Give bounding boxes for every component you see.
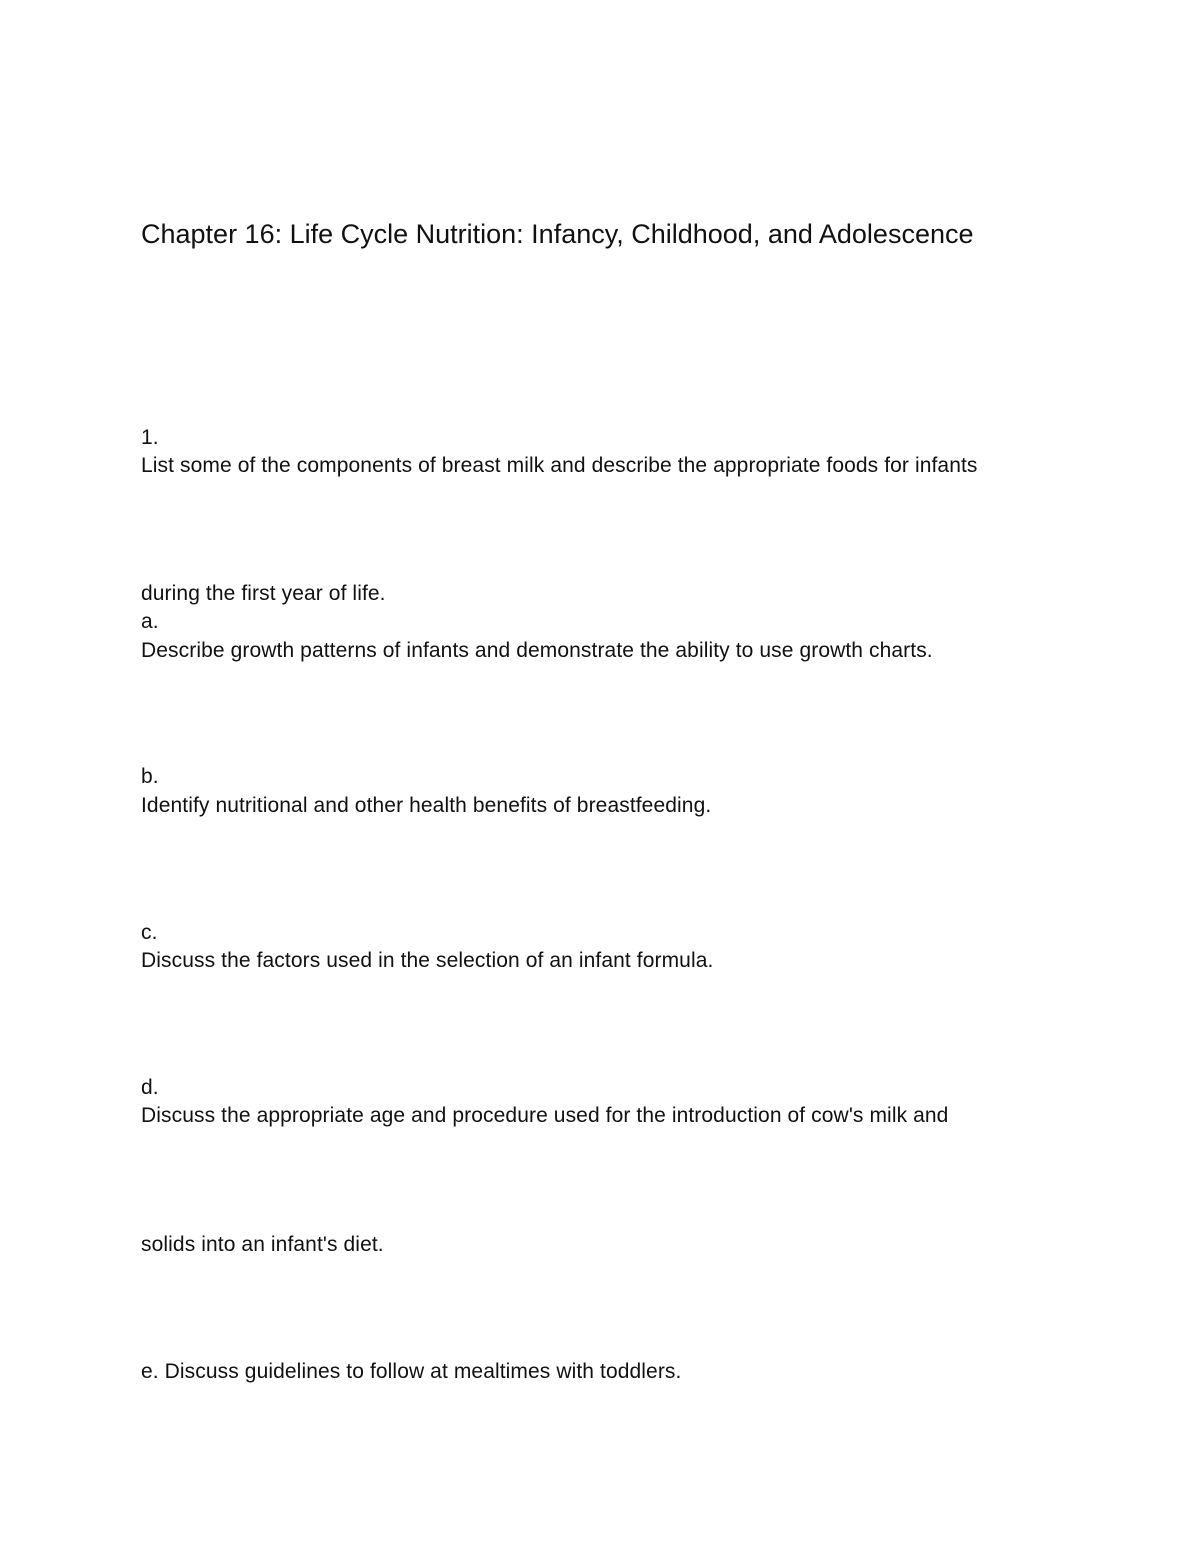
item-number-1: 1. xyxy=(141,426,159,449)
item-1-text-line-1: List some of the components of breast milk and describe the appropriate foods for infants xyxy=(141,454,978,477)
sub-item-b-text: Identify nutritional and other health benefits of breastfeeding. xyxy=(141,794,712,817)
sub-item-label-a: a. xyxy=(141,610,159,633)
sub-item-d-text-line-2: solids into an infant's diet. xyxy=(141,1233,384,1256)
sub-item-e-text: e. Discuss guidelines to follow at mealtimes with toddlers. xyxy=(141,1360,682,1383)
item-1-text-line-2: during the first year of life. xyxy=(141,582,386,605)
page-title: Chapter 16: Life Cycle Nutrition: Infancy, Childhood, and Adolescence xyxy=(141,219,974,249)
sub-item-label-c: c. xyxy=(141,921,158,944)
sub-item-c-text: Discuss the factors used in the selection of an infant formula. xyxy=(141,949,714,972)
sub-item-d-text-line-1: Discuss the appropriate age and procedure used for the introduction of cow's milk and xyxy=(141,1104,949,1127)
sub-item-label-d: d. xyxy=(141,1076,159,1099)
sub-item-label-b: b. xyxy=(141,765,159,788)
sub-item-a-text: Describe growth patterns of infants and demonstrate the ability to use growth charts. xyxy=(141,639,933,662)
